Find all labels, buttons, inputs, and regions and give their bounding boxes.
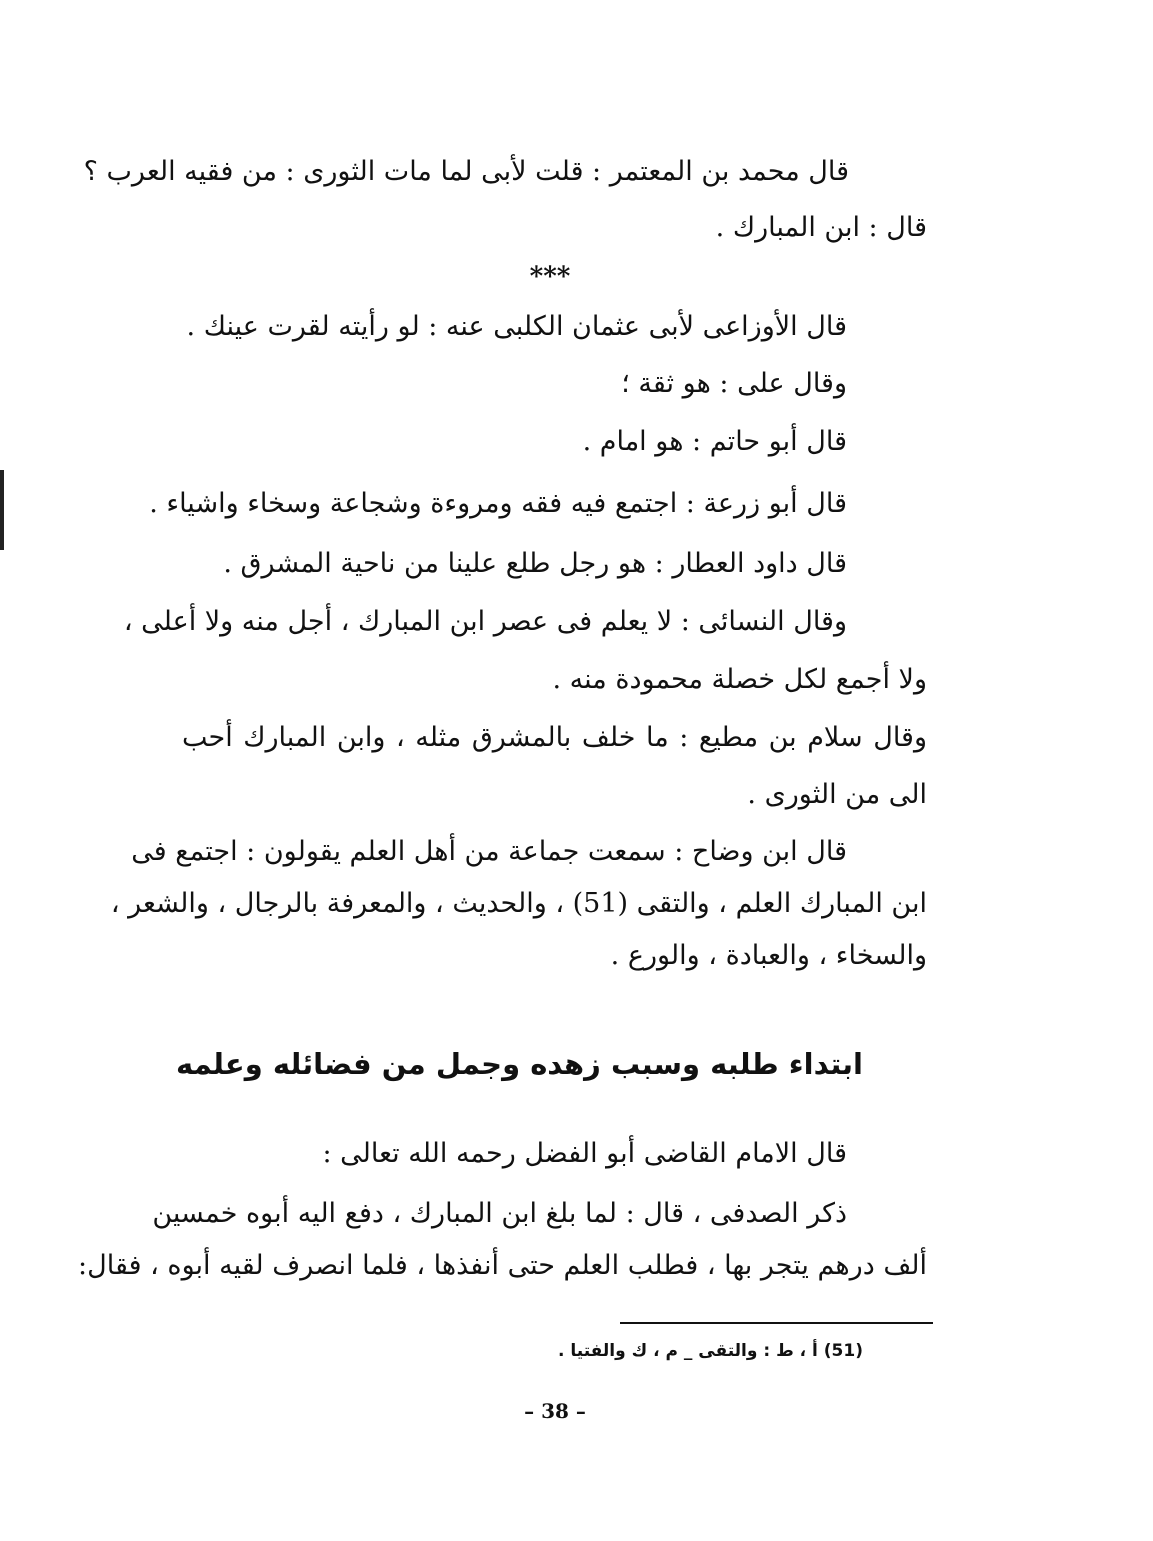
text-line: قال ابن وضاح : سمعت جماعة من أهل العلم يقولون : اجتمع فى (131, 836, 847, 867)
text-line: والسخاء ، والعبادة ، والورع . (610, 940, 927, 971)
text-line: الى من الثورى . (747, 779, 927, 810)
text-line: قال الأوزاعى لأبى عثمان الكلبى عنه : لو رأيته لقرت عينك . (186, 311, 847, 342)
footnote-rule (620, 1322, 933, 1324)
text-line: وقال على : هو ثقة ؛ (621, 368, 847, 399)
text-line: قال داود العطار : هو رجل طلع علينا من ناحية المشرق . (223, 548, 847, 579)
page-number: – 38 – (524, 1399, 586, 1423)
scan-edge-mark (0, 470, 4, 550)
text-line: قال محمد بن المعتمر : قلت لأبى لما مات الثورى : من فقيه العرب ؟ (83, 156, 849, 187)
section-separator: *** (529, 262, 571, 292)
text-line: وقال سلام بن مطيع : ما خلف بالمشرق مثله ، وابن المبارك أحب (182, 722, 927, 753)
footnote: (51) أ ، ط : والتقى _ م ، ك والفتيا . (558, 1341, 863, 1361)
text-line: وقال النسائى : لا يعلم فى عصر ابن المبارك ، أجل منه ولا أعلى ، (123, 606, 847, 637)
text-line: قال الامام القاضى أبو الفضل رحمه الله تعالى : (322, 1138, 847, 1169)
text-line: ألف درهم يتجر بها ، فطلب العلم حتى أنفذها ، فلما انصرف لقيه أبوه ، فقال: (78, 1250, 927, 1281)
text-line: قال أبو زرعة : اجتمع فيه فقه ومروءة وشجاعة وسخاء واشياء . (149, 488, 847, 519)
text-line: قال : ابن المبارك . (715, 212, 927, 243)
text-line: ذكر الصدفى ، قال : لما بلغ ابن المبارك ، دفع اليه أبوه خمسين (152, 1198, 847, 1229)
text-line: ابن المبارك العلم ، والتقى (51) ، والحديث ، والمعرفة بالرجال ، والشعر ، (110, 888, 927, 919)
text-line: ولا أجمع لكل خصلة محمودة منه . (552, 664, 927, 695)
text-line: قال أبو حاتم : هو امام . (582, 426, 847, 457)
section-heading: ابتداء طلبه وسبب زهده وجمل من فضائله وعلمه (176, 1047, 863, 1081)
